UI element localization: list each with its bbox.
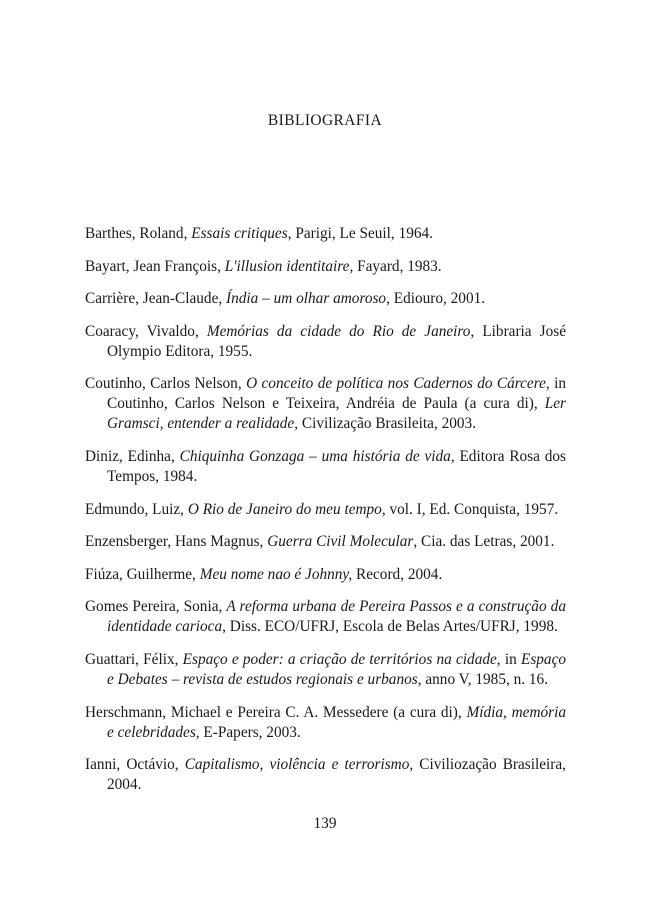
bibliography-entry [85, 257, 566, 277]
entry-publication: Record, 2004. [352, 565, 443, 583]
bibliography-entry [85, 597, 566, 637]
entry-work-title: Capitalismo, violência e terrorismo [184, 756, 410, 774]
entry-work-title: L'illusion identitaire [224, 257, 350, 275]
entry-author: Edmundo, Luiz, [85, 500, 188, 518]
entry-author: Bayart, Jean François, [85, 257, 225, 275]
entry-second-work-title: Espaço e Debates – revista de estudos regionais e urbanos [107, 650, 567, 688]
entry-work-title: Meu nome nao é Johnny, [199, 565, 353, 583]
bibliography-entry [85, 703, 566, 743]
entry-author: Gomes Pereira, Sonia, [85, 598, 227, 616]
entry-publication: , Fayard, 1983. [349, 257, 442, 275]
entry-work-title: A reforma urbana de Pereira Passos e a construção da identidade carioca [107, 598, 566, 636]
entry-author: Enzensberger, Hans Magnus, [85, 533, 268, 551]
entry-publication: , vol. I, Ed. Conquista, 1957. [381, 500, 559, 518]
entry-publication: , Civiliozação Brasileira, 2004. [107, 756, 566, 794]
entry-author: Barthes, Roland, [85, 225, 192, 242]
entry-work-title: Mídia, memória e celebridades [107, 703, 566, 741]
bibliography-entry [85, 565, 566, 585]
page-title: BIBLIOGRAFIA [267, 112, 383, 129]
entry-publication: , Parigi, Le Seuil, 1964. [287, 225, 433, 242]
entry-work-title: Memórias da cidade do Rio de Janeiro [206, 322, 471, 340]
bibliography-entry [85, 500, 566, 520]
entry-publication: , Diss. ECO/UFRJ, Escola de Belas Artes/UFRJ, 1998. [222, 618, 558, 636]
bibliography-entry [85, 650, 566, 690]
entry-publication: , E-Papers, 2003. [195, 723, 301, 741]
entry-second-publication: , Civilização Brasileita, 2003. [294, 415, 477, 433]
bibliography-list [85, 224, 566, 808]
entry-author: Guattari, Félix, [85, 650, 183, 668]
entry-publication: , Editora Rosa dos Tempos, 1984. [107, 447, 566, 485]
entry-publication: , in Coutinho, Carlos Nelson e Teixeira, Andréia de Paula (a cura di), [107, 375, 567, 413]
entry-second-work-title: Ler Gramsci, entender a realidade [107, 395, 566, 433]
entry-work-title: Espaço e poder: a criação de territórios na cidade [182, 650, 497, 668]
entry-author: Diniz, Edinha, [85, 447, 180, 465]
bibliography-entry [85, 322, 566, 362]
bibliography-entry [85, 289, 566, 309]
entry-work-title: Essais critiques [191, 225, 288, 242]
entry-work-title: Chiquinha Gonzaga – uma história de vida [179, 447, 451, 465]
entry-author: Coutinho, Carlos Nelson, [85, 375, 247, 393]
entry-author: Coaracy, Vivaldo, [85, 322, 207, 340]
entry-author: Fiúza, Guilherme, [85, 565, 200, 583]
entry-work-title: Guerra Civil Molecular [267, 533, 414, 551]
entry-publication: , in [496, 650, 521, 668]
bibliography-entry [85, 224, 566, 244]
bibliography-entry [85, 532, 566, 552]
bibliography-entry [85, 755, 566, 795]
entry-work-title: Índia – um olhar amoroso [226, 290, 387, 308]
entry-publication: , Ediouro, 2001. [386, 290, 486, 308]
entry-publication: , Libraria José Olympio Editora, 1955. [107, 322, 567, 360]
bibliography-entry [85, 447, 566, 487]
page-number: 139 [313, 815, 337, 832]
entry-work-title: O conceito de política nos Cadernos do Cárcere [246, 375, 546, 393]
entry-work-title: O Rio de Janeiro do meu tempo [187, 500, 382, 518]
bibliography-entry [85, 374, 566, 434]
entry-author: Ianni, Octávio, [85, 756, 185, 774]
entry-author: Carrière, Jean-Claude, [85, 290, 227, 308]
entry-author: Herschmann, Michael e Pereira C. A. Messedere (a cura di), [85, 703, 467, 721]
entry-second-publication: , anno V, 1985, n. 16. [417, 670, 549, 688]
entry-publication: , Cia. das Letras, 2001. [413, 533, 555, 551]
